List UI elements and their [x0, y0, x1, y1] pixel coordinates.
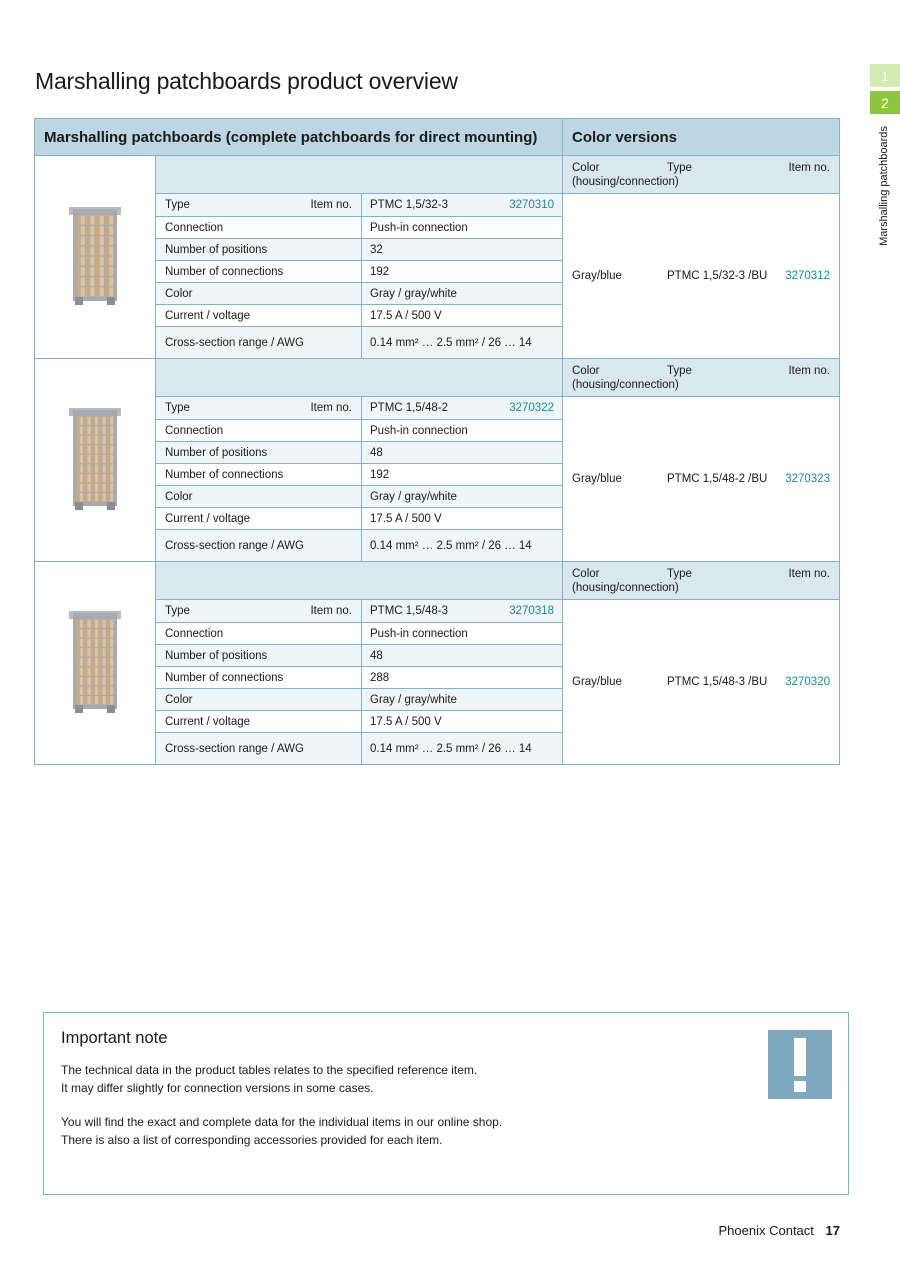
- variant-color: Gray/blue: [572, 473, 622, 485]
- important-note-box: [43, 1012, 849, 1195]
- spec-label: Number of positions: [156, 645, 362, 667]
- spec-label: Number of positions: [156, 442, 362, 464]
- type-label: Type: [165, 402, 190, 414]
- spec-label: Color: [156, 283, 362, 305]
- color-version-column-heads: [563, 562, 840, 600]
- variant-color: Gray/blue: [572, 270, 622, 282]
- spec-label: Connection: [156, 420, 362, 442]
- variant-type: PTMC 1,5/48-3 /BU: [667, 676, 768, 688]
- variant-item-link[interactable]: 3270312: [785, 270, 830, 282]
- spec-value: [362, 397, 563, 420]
- spec-value: 0.14 mm² … 2.5 mm² / 26 … 14: [362, 530, 563, 562]
- variant-item-link[interactable]: 3270323: [785, 473, 830, 485]
- spec-label: Cross-section range / AWG: [156, 733, 362, 765]
- type-label: Type: [165, 605, 190, 617]
- note-title: Important note: [61, 1029, 168, 1047]
- product-image: [35, 359, 156, 562]
- spec-label: [156, 600, 362, 623]
- spec-label: Current / voltage: [156, 305, 362, 327]
- cv-color-label: Color: [572, 567, 600, 580]
- spec-label: Connection: [156, 623, 362, 645]
- type-label: Type: [165, 199, 190, 211]
- spec-value: 0.14 mm² … 2.5 mm² / 26 … 14: [362, 733, 563, 765]
- footer-company: Phoenix Contact: [718, 1223, 814, 1238]
- product-subheader-row: [35, 562, 840, 600]
- note-paragraph-2: [61, 1114, 502, 1149]
- product-type: PTMC 1,5/48-2: [370, 402, 448, 414]
- spec-label: Number of connections: [156, 464, 362, 486]
- spec-label: Current / voltage: [156, 508, 362, 530]
- color-version-cell: [563, 600, 840, 765]
- spec-value: 0.14 mm² … 2.5 mm² / 26 … 14: [362, 327, 563, 359]
- item-no-label: Item no.: [310, 605, 352, 617]
- spec-header-blank: [156, 359, 563, 397]
- spec-value: [362, 194, 563, 217]
- spec-label: Cross-section range / AWG: [156, 530, 362, 562]
- spec-header-blank: [156, 562, 563, 600]
- cv-item-no-label: Item no.: [788, 567, 830, 580]
- cv-housing-label: (housing/connection): [572, 378, 679, 391]
- spec-value: 48: [362, 442, 563, 464]
- cv-color-label: Color: [572, 364, 600, 377]
- spec-label: Color: [156, 689, 362, 711]
- spec-value: 288: [362, 667, 563, 689]
- color-version-column-heads: [563, 156, 840, 194]
- spec-header-blank: [156, 156, 563, 194]
- spec-value: Gray / gray/white: [362, 486, 563, 508]
- product-table: [34, 118, 840, 765]
- variant-type: PTMC 1,5/32-3 /BU: [667, 270, 768, 282]
- spec-label: Number of connections: [156, 261, 362, 283]
- spec-value: Push-in connection: [362, 217, 563, 239]
- color-version-cell: [563, 194, 840, 359]
- spec-row-type: [35, 194, 840, 217]
- section-side-label: Marshalling patchboards: [878, 126, 890, 246]
- exclamation-icon: [768, 1030, 832, 1099]
- color-version-cell: [563, 397, 840, 562]
- note-paragraph-1: [61, 1062, 477, 1097]
- product-image: [35, 562, 156, 765]
- spec-label: Cross-section range / AWG: [156, 327, 362, 359]
- cv-item-no-label: Item no.: [788, 161, 830, 174]
- spec-value: 17.5 A / 500 V: [362, 305, 563, 327]
- product-image: [35, 156, 156, 359]
- spec-label: [156, 397, 362, 420]
- note-line: You will find the exact and complete data for the individual items in our online shop.: [61, 1115, 503, 1129]
- spec-label: Number of positions: [156, 239, 362, 261]
- spec-label: Connection: [156, 217, 362, 239]
- spec-value: Push-in connection: [362, 623, 563, 645]
- table-header-row: [35, 119, 840, 156]
- note-line: There is also a list of corresponding accessories provided for each item.: [61, 1132, 443, 1147]
- spec-value: [362, 600, 563, 623]
- spec-value: 17.5 A / 500 V: [362, 508, 563, 530]
- product-subheader-row: [35, 359, 840, 397]
- cv-housing-label: (housing/connection): [572, 581, 679, 594]
- cv-type-label: Type: [667, 364, 692, 377]
- cv-type-label: Type: [667, 161, 692, 174]
- page-title: Marshalling patchboards product overview: [35, 68, 458, 94]
- product-item-link[interactable]: 3270322: [509, 402, 554, 414]
- spec-row-type: [35, 397, 840, 420]
- item-no-label: Item no.: [310, 199, 352, 211]
- cv-color-label: Color: [572, 161, 600, 174]
- cv-type-label: Type: [667, 567, 692, 580]
- table-main-header: Marshalling patchboards (complete patchboards for direct mounting): [35, 119, 563, 156]
- product-item-link[interactable]: 3270310: [509, 199, 554, 211]
- product-subheader-row: [35, 156, 840, 194]
- spec-label: [156, 194, 362, 217]
- spec-value: 192: [362, 464, 563, 486]
- spec-row-type: [35, 600, 840, 623]
- page-number: 17: [825, 1223, 840, 1238]
- spec-value: Push-in connection: [362, 420, 563, 442]
- item-no-label: Item no.: [310, 402, 352, 414]
- cv-housing-label: (housing/connection): [572, 175, 679, 188]
- spec-label: Number of connections: [156, 667, 362, 689]
- spec-value: 192: [362, 261, 563, 283]
- section-tab-2[interactable]: 2: [870, 91, 900, 114]
- variant-type: PTMC 1,5/48-2 /BU: [667, 473, 768, 485]
- variant-color: Gray/blue: [572, 676, 622, 688]
- cv-item-no-label: Item no.: [788, 364, 830, 377]
- spec-value: 17.5 A / 500 V: [362, 711, 563, 733]
- page-footer: [719, 1223, 841, 1238]
- color-versions-header: Color versions: [563, 119, 840, 156]
- section-tab-1[interactable]: 1: [870, 64, 900, 87]
- spec-value: Gray / gray/white: [362, 689, 563, 711]
- spec-value: Gray / gray/white: [362, 283, 563, 305]
- product-type: PTMC 1,5/32-3: [370, 199, 448, 211]
- variant-item-link[interactable]: 3270320: [785, 676, 830, 688]
- note-line: The technical data in the product tables relates to the specified reference item.: [61, 1063, 478, 1077]
- note-line: It may differ slightly for connection versions in some cases.: [61, 1080, 374, 1095]
- color-version-column-heads: [563, 359, 840, 397]
- product-type: PTMC 1,5/48-3: [370, 605, 448, 617]
- product-item-link[interactable]: 3270318: [509, 605, 554, 617]
- spec-label: Color: [156, 486, 362, 508]
- spec-label: Current / voltage: [156, 711, 362, 733]
- spec-value: 48: [362, 645, 563, 667]
- spec-value: 32: [362, 239, 563, 261]
